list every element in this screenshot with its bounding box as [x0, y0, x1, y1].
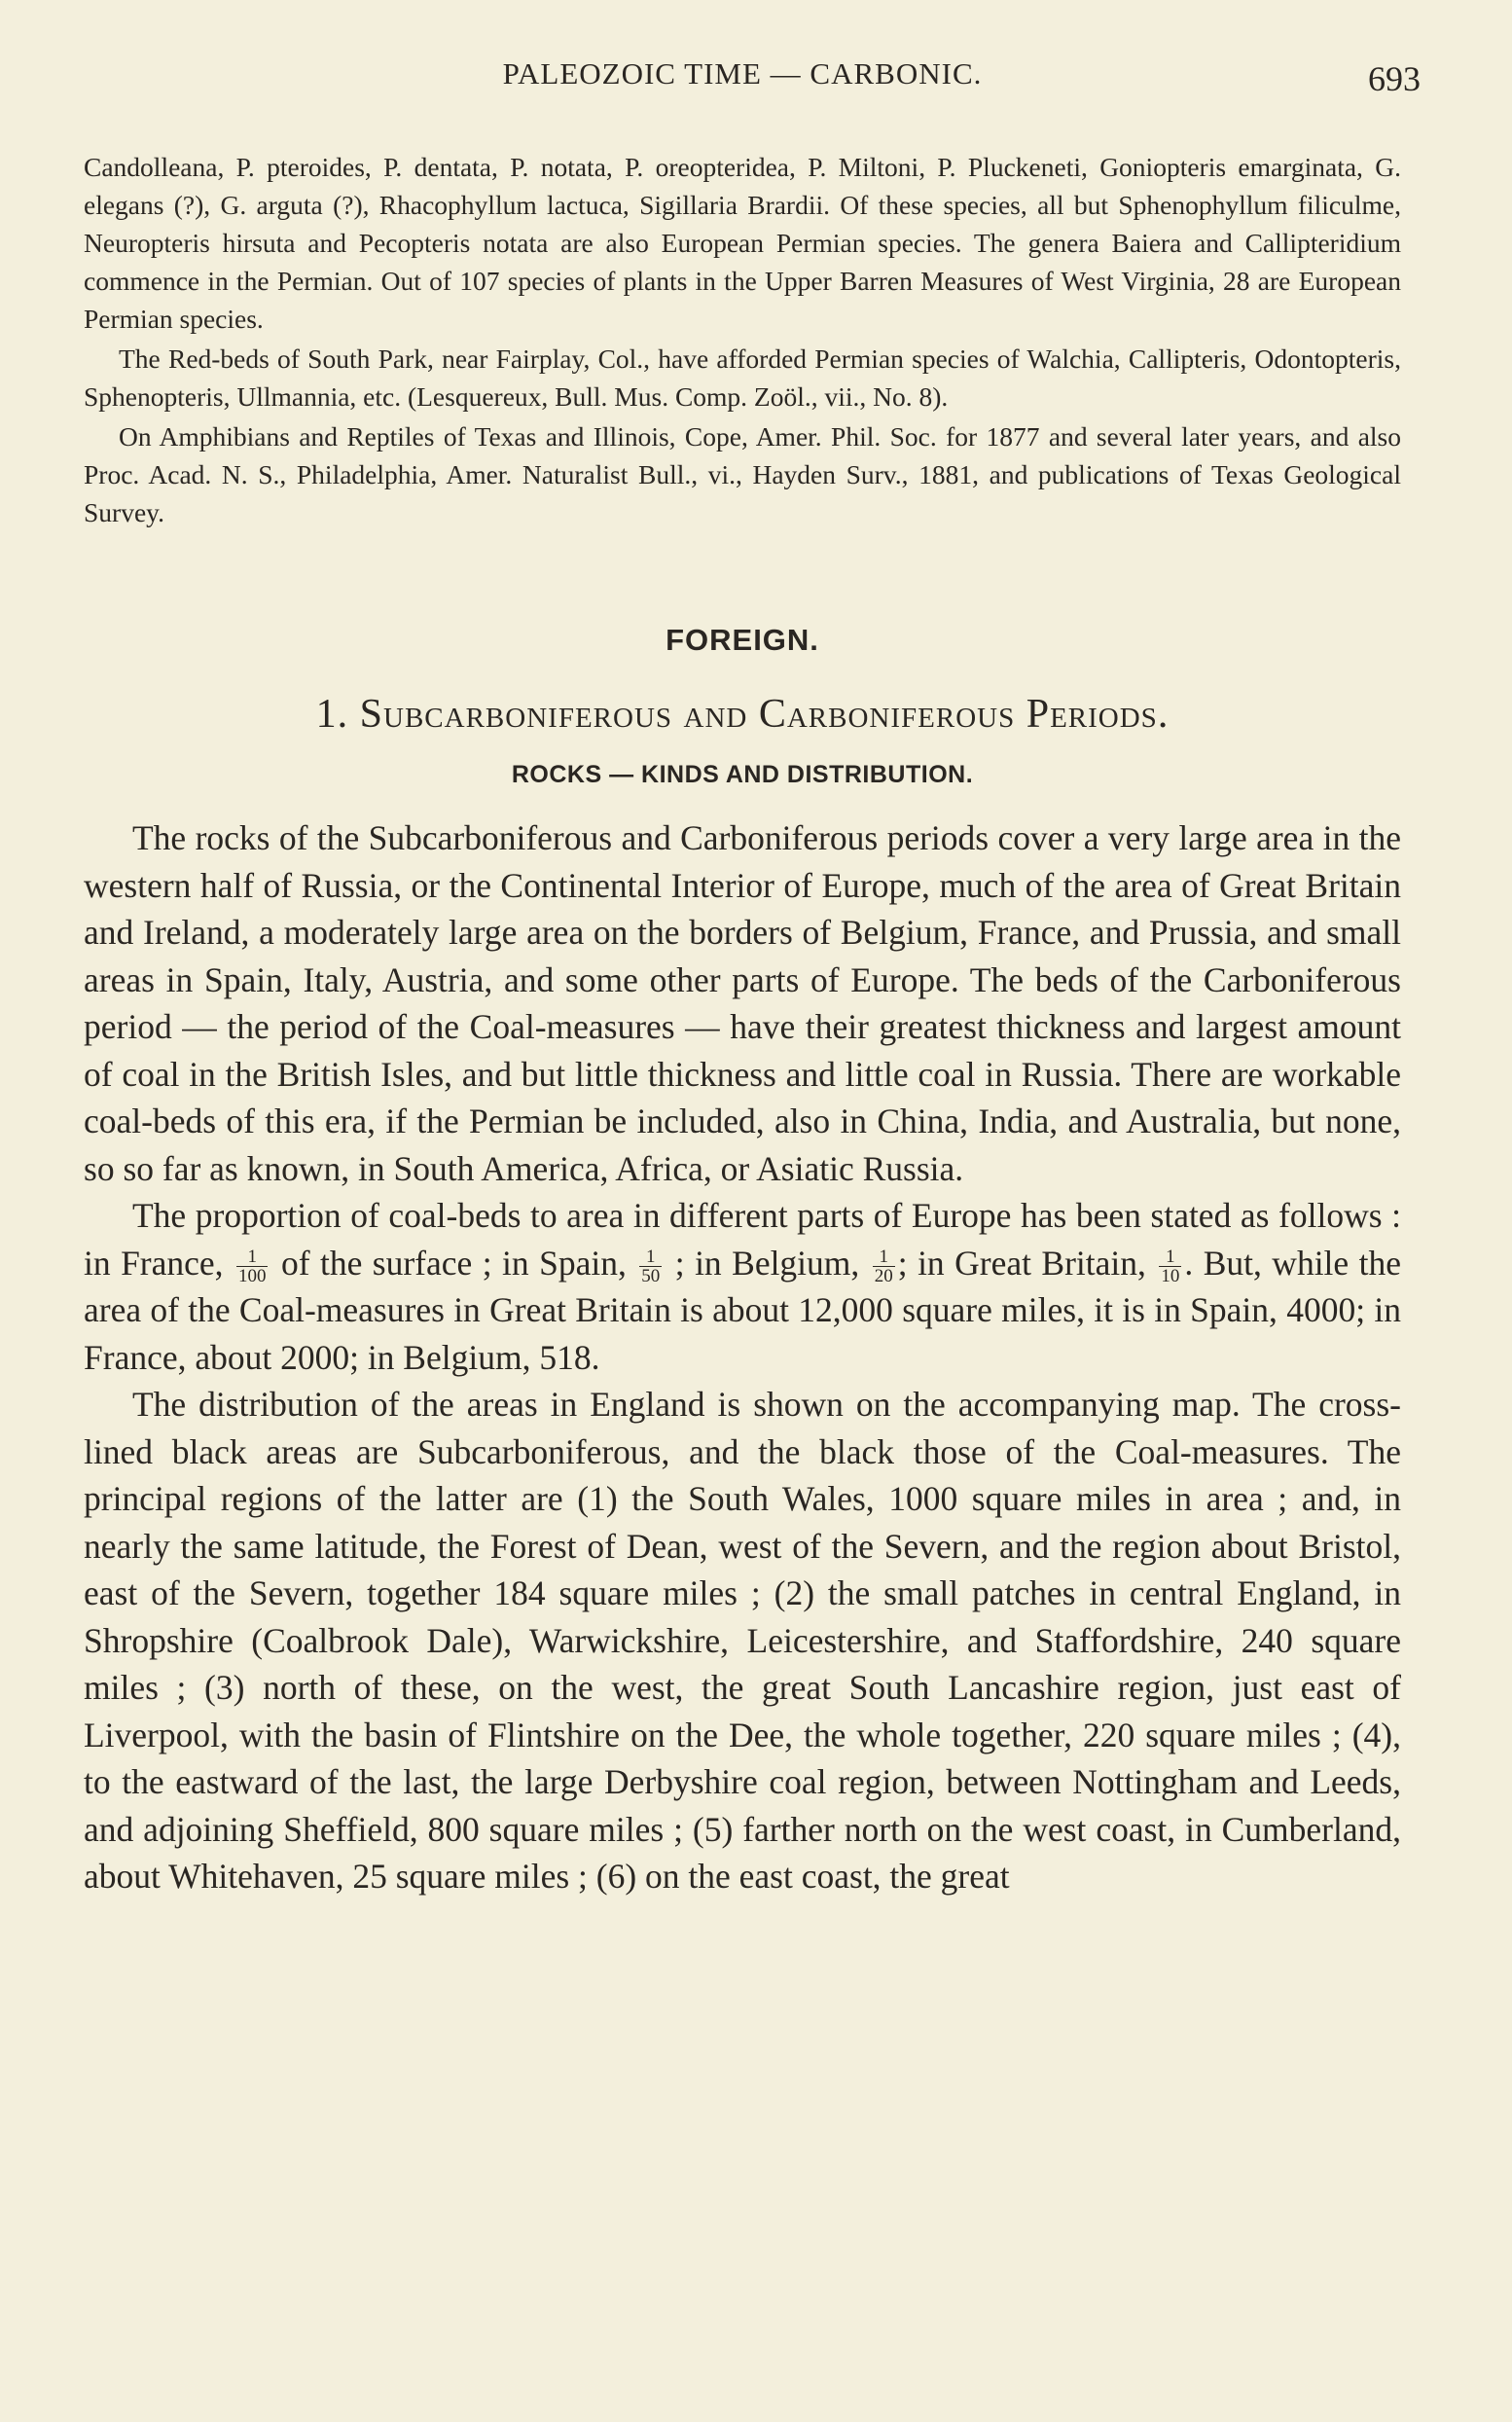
text-run: The proportion of coal-beds to area in different parts of Europe has been stated as follows : in France, [84, 1196, 1401, 1283]
subsection-heading: ROCKS — KINDS AND DISTRIBUTION. [511, 761, 974, 788]
fraction-denominator: 20 [874, 1265, 893, 1286]
fine-print-paragraph: On Amphibians and Reptiles of Texas and Illinois, Cope, Amer. Phil. Soc. for 1877 and several later years, and also Proc. Acad. N. S., Philadelphia, Amer. Naturalist Bull., vi., Hayden Surv., 1881, and publications of Texas Geological Survey. [84, 421, 1401, 527]
text-run: . But, while the area of the Coal-measures in Great Britain is about 12,000 square miles, it is in Spain, 4000; in France, about 2000; in Belgium, 518. [84, 1243, 1402, 1377]
fraction [639, 1247, 662, 1285]
fraction [873, 1247, 895, 1285]
fraction-denominator: 10 [1161, 1265, 1180, 1286]
running-head [84, 56, 1421, 115]
text-run: of the surface ; in Spain, [270, 1243, 637, 1283]
book-page [84, 56, 1421, 1900]
fraction-denominator: 100 [237, 1265, 267, 1286]
fraction-numerator: 1 [639, 1247, 662, 1267]
text-run: ; in Great Britain, [897, 1243, 1157, 1283]
body-paragraph: The distribution of the areas in England is shown on the accompanying map. The cross-lined black areas are Subcarboniferous, and the black those of the Coal-measures. The principal regions of the latter are (1) the South Wales, 1000 square miles in area ; and, in nearly the same latitude, the Forest of Dean, west of the Severn, and the region about Bristol, east of the Severn, together 184 square miles ; (2) the small patches in central England, in Shropshire (Coalbrook Dale), Warwickshire, Leicestershire, and Staffordshire, 240 square miles ; (3) north of these, on the west, the great South Lancashire region, just east of Liverpool, with the basin of Flintshire on the Dee, the whole together, 220 square miles ; (4), to the eastward of the last, the large Derbyshire coal region, between Nottingham and Leeds, and adjoining Sheffield, 800 square miles ; (5) farther north on the west coast, in Cumberland, about Whitehaven, 25 square miles ; (6) on the east coast, the great [84, 1385, 1401, 1896]
fraction-numerator: 1 [873, 1247, 895, 1267]
fraction-numerator: 1 [236, 1247, 269, 1267]
running-title: PALEOZOIC TIME — CARBONIC. [502, 56, 983, 90]
fine-print-block [84, 148, 1401, 531]
body-paragraph-proportions [84, 1192, 1401, 1381]
fraction [1159, 1247, 1181, 1285]
body-paragraph: The rocks of the Subcarboniferous and Carboniferous periods cover a very large area in the western half of Russia, or the Continental Interior of Europe, much of the area of Great Britain and Ireland, a moderately large area on the borders of Belgium, France, and Prussia, and small areas in Spain, Italy, Austria, and some other parts of Europe. The beds of the Carboniferous period — the period of the Coal-measures — have their greatest thickness and largest amount of coal in the British Isles, and but little thickness and little coal in Russia. There are workable coal-beds of this era, if the Permian be included, also in China, India, and Australia, but none, so so far as known, in South America, Africa, or Asiatic Russia. [84, 818, 1401, 1188]
page-number: 693 [1368, 59, 1421, 98]
fine-print-paragraph: Candolleana, P. pteroides, P. dentata, P. notata, P. oreopteridea, P. Miltoni, P. Pluckeneti, Goniopteris emarginata, G. elegans (?), G. arguta (?), Rhacophyllum lactuca, Sigillaria Brardii. Of these species, all but Sphenophyllum filiculme, Neuropteris hirsuta and Pecopteris notata are also European Permian species. The genera Baiera and Callipteridium commence in the Permian. Out of 107 species of plants in the Upper Barren Measures of West Virginia, 28 are European Permian species. [84, 152, 1401, 334]
fraction [236, 1247, 269, 1285]
chapter-heading: 1. Subcarboniferous and Carboniferous Periods. [315, 692, 1170, 737]
fraction-denominator: 50 [641, 1265, 661, 1286]
fine-print-paragraph: The Red-beds of South Park, near Fairplay, Col., have afforded Permian species of Walchia, Callipteris, Odontopteris, Sphenopteris, Ullmannia, etc. (Lesquereux, Bull. Mus. Comp. Zoöl., vii., No. 8). [84, 343, 1401, 412]
section-heading-foreign: FOREIGN. [666, 623, 819, 657]
fraction-numerator: 1 [1159, 1247, 1181, 1267]
text-run: ; in Belgium, [665, 1243, 870, 1283]
